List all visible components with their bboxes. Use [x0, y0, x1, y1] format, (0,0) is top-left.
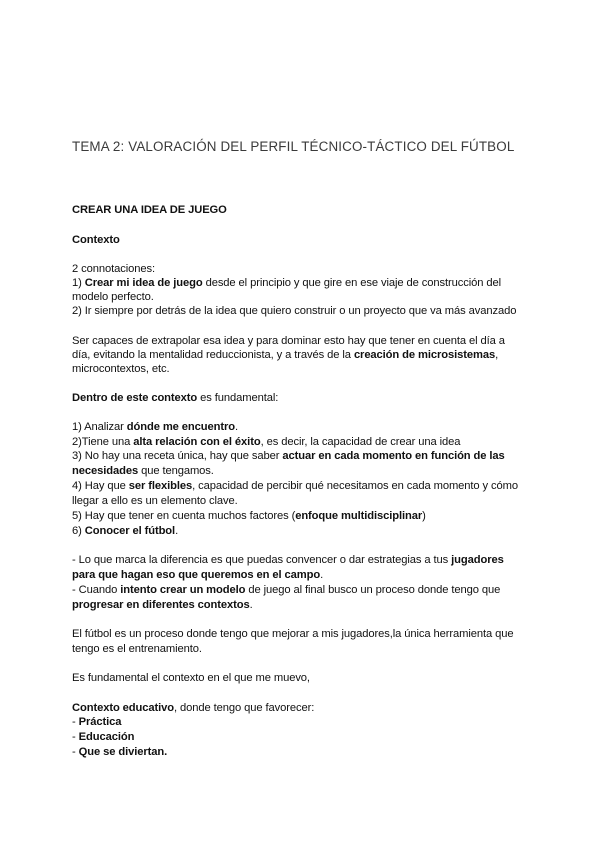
paragraph-line: El fútbol es un proceso donde tengo que mejorar a mis jugadores,la única herramienta que — [72, 628, 514, 640]
section-heading: CREAR UNA IDEA DE JUEGO — [72, 204, 227, 216]
list-item: 4) Hay que ser flexibles, capacidad de percibir qué necesitamos en cada momento y cómo — [72, 480, 519, 492]
education-intro: Contexto educativo, donde tengo que favorecer: — [72, 702, 315, 714]
list-item: 6) Conocer el fútbol. — [72, 525, 179, 537]
list-item-cont: llegar a ello es un elemento clave. — [72, 495, 238, 507]
dash-item-cont: progresar en diferentes contextos. — [72, 599, 253, 611]
list-item: 5) Hay que tener en cuenta muchos factores (enfoque multidisciplinar) — [72, 510, 426, 522]
list-item: 2)Tiene una alta relación con el éxito, es decir, la capacidad de crear una idea — [72, 436, 461, 448]
connotation-item-1: 1) Crear mi idea de juego desde el principio y que gire en ese viaje de construcción del — [72, 277, 501, 289]
paragraph-line: día, evitando la mentalidad reduccionista, y a través de la creación de microsistemas, — [72, 349, 499, 361]
list-item: 1) Analizar dónde me encuentro. — [72, 421, 239, 433]
education-item: - Práctica — [72, 716, 122, 728]
dash-item: - Lo que marca la diferencia es que puedas convencer o dar estrategias a tus jugadores — [72, 554, 504, 566]
list-item-cont: necesidades que tengamos. — [72, 465, 214, 477]
connotation-item-1-cont: modelo perfecto. — [72, 291, 154, 303]
paragraph-line: tengo es el entrenamiento. — [72, 643, 202, 655]
connotation-item-2: 2) Ir siempre por detrás de la idea que quiero construir o un proyecto que va más avanzado — [72, 305, 517, 317]
sub-heading: Contexto — [72, 234, 120, 246]
dash-item: - Cuando intento crear un modelo de juego al final busco un proceso donde tengo que — [72, 584, 501, 596]
paragraph-line: Ser capaces de extrapolar esa idea y para dominar esto hay que tener en cuenta el día a — [72, 335, 505, 347]
education-item: - Educación — [72, 731, 135, 743]
context-intro: Dentro de este contexto es fundamental: — [72, 392, 279, 404]
dash-item-cont: para que hagan eso que queremos en el campo. — [72, 569, 324, 581]
education-item: - Que se diviertan. — [72, 746, 168, 758]
paragraph-line: Es fundamental el contexto en el que me muevo, — [72, 672, 310, 684]
connotations-intro: 2 connotaciones: — [72, 263, 155, 275]
list-item: 3) No hay una receta única, hay que saber actuar en cada momento en función de las — [72, 450, 505, 462]
page-title: TEMA 2: VALORACIÓN DEL PERFIL TÉCNICO-TÁCTICO DEL FÚTBOL — [72, 139, 515, 154]
paragraph-line: microcontextos, etc. — [72, 363, 170, 375]
